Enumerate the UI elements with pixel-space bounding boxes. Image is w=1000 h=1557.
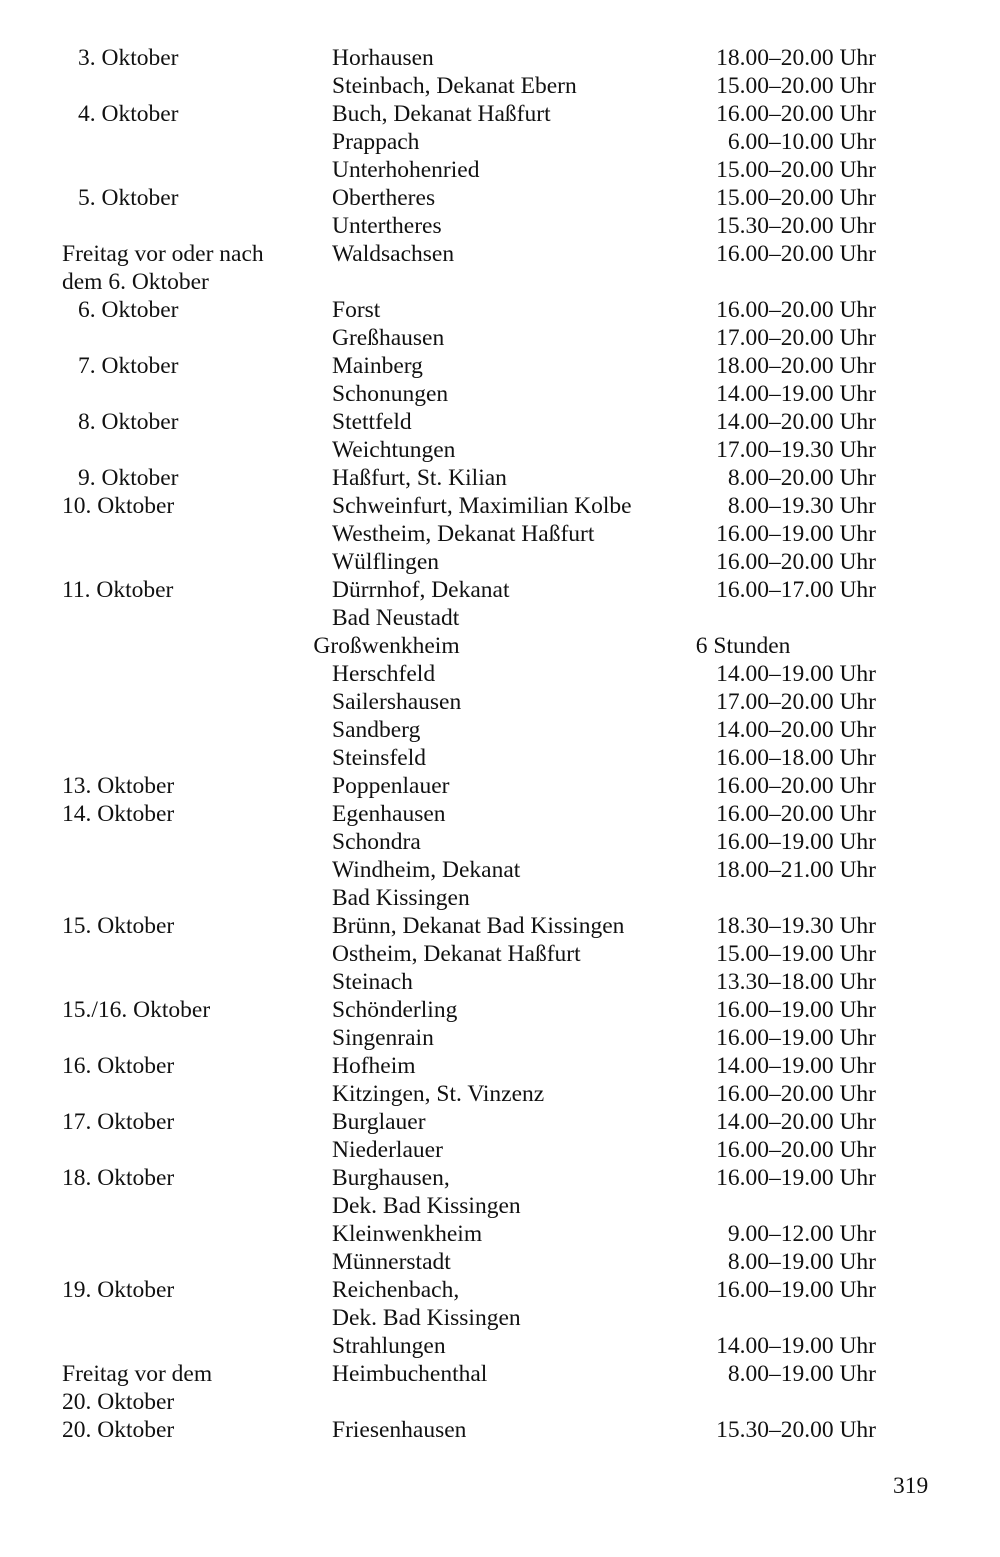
date-cell <box>62 996 332 1024</box>
place-cell <box>332 1052 676 1080</box>
place-cell <box>332 380 676 408</box>
time-text: 16.00–20.00 Uhr <box>716 773 876 799</box>
time-cell <box>676 744 876 772</box>
place-cell <box>332 352 676 380</box>
time-text: 18.00–21.00 Uhr <box>716 857 876 883</box>
date-text: 15. Oktober <box>62 913 175 939</box>
place-text: Schonungen <box>332 381 449 407</box>
place-cell <box>332 156 676 184</box>
place-cell <box>332 1360 676 1388</box>
place-text: Strahlungen <box>332 1333 446 1359</box>
date-cell <box>62 1164 332 1192</box>
place-text: Niederlauer <box>332 1137 443 1163</box>
time-cell <box>676 688 876 716</box>
table-row <box>62 940 882 968</box>
place-text: Ostheim, Dekanat Haßfurt <box>332 941 581 967</box>
time-cell <box>676 44 876 72</box>
table-row <box>62 380 882 408</box>
time-cell <box>676 1080 876 1108</box>
time-text: 14.00–19.00 Uhr <box>716 1053 876 1079</box>
date-text: Freitag vor oder nach dem 6. Oktober <box>62 241 264 295</box>
place-text: Schönderling <box>332 997 458 1023</box>
date-cell <box>62 1360 332 1416</box>
table-row <box>62 744 882 772</box>
time-text: 16.00–20.00 Uhr <box>716 1137 876 1163</box>
place-text: Stettfeld <box>332 409 412 435</box>
place-text: Egenhausen <box>332 801 446 827</box>
time-text: 18.30–19.30 Uhr <box>716 913 876 939</box>
place-text: Wülflingen <box>332 549 440 575</box>
place-cell <box>332 548 676 576</box>
table-row <box>62 1108 882 1136</box>
table-row <box>62 1024 882 1052</box>
table-row <box>62 464 882 492</box>
date-cell <box>62 576 332 604</box>
time-cell <box>676 968 876 996</box>
time-cell <box>676 1248 876 1276</box>
date-text: 5. Oktober <box>78 185 179 211</box>
date-cell <box>62 352 332 380</box>
table-row <box>62 576 882 632</box>
schedule-table <box>62 44 882 1444</box>
time-cell <box>676 548 876 576</box>
place-cell <box>332 800 676 828</box>
time-cell <box>676 240 876 268</box>
place-text: Steinsfeld <box>332 745 426 771</box>
time-cell <box>676 492 876 520</box>
time-cell <box>676 128 876 156</box>
time-cell <box>676 1416 876 1444</box>
time-text: 15.30–20.00 Uhr <box>716 1417 876 1443</box>
date-text: Freitag vor dem 20. Oktober <box>62 1361 213 1415</box>
place-text: Mainberg <box>332 353 423 379</box>
time-cell <box>676 996 876 1024</box>
time-text: 14.00–20.00 Uhr <box>716 409 876 435</box>
place-text: Reichenbach, Dek. Bad Kissingen <box>332 1277 521 1331</box>
time-text: 15.00–20.00 Uhr <box>716 157 876 183</box>
time-text: 17.00–19.30 Uhr <box>716 437 876 463</box>
place-text: Brünn, Dekanat Bad Kissingen <box>332 913 625 939</box>
place-text: Westheim, Dekanat Haßfurt <box>332 521 595 547</box>
place-text: Kleinwenkheim <box>332 1221 483 1247</box>
place-cell <box>332 1220 676 1248</box>
table-row <box>62 436 882 464</box>
table-row <box>62 324 882 352</box>
time-text: 16.00–20.00 Uhr <box>716 297 876 323</box>
place-cell <box>332 1164 676 1220</box>
place-text: Buch, Dekanat Haßfurt <box>332 101 551 127</box>
place-text: Forst <box>332 297 381 323</box>
place-text: Großwenkheim <box>313 633 460 659</box>
date-text: 17. Oktober <box>62 1109 175 1135</box>
date-text: 8. Oktober <box>78 409 179 435</box>
table-row <box>62 996 882 1024</box>
date-cell <box>62 1276 332 1304</box>
table-row <box>62 800 882 828</box>
date-text: 6. Oktober <box>78 297 179 323</box>
date-cell <box>62 912 332 940</box>
place-text: Prappach <box>332 129 420 155</box>
place-text: Untertheres <box>332 213 442 239</box>
place-cell <box>332 436 676 464</box>
time-text: 17.00–20.00 Uhr <box>716 325 876 351</box>
place-cell <box>332 212 676 240</box>
time-cell <box>676 800 876 828</box>
place-cell <box>332 968 676 996</box>
place-text: Greßhausen <box>332 325 445 351</box>
date-text: 4. Oktober <box>78 101 179 127</box>
time-text: 18.00–20.00 Uhr <box>716 353 876 379</box>
time-text: 8.00–19.00 Uhr <box>727 1249 876 1275</box>
time-text: 6 Stunden <box>695 633 791 659</box>
table-row <box>62 296 882 324</box>
time-text: 6.00–10.00 Uhr <box>727 129 876 155</box>
time-cell <box>676 660 876 688</box>
date-cell <box>62 800 332 828</box>
table-row <box>62 548 882 576</box>
time-cell <box>676 1052 876 1080</box>
time-cell <box>676 436 876 464</box>
time-cell <box>676 940 876 968</box>
time-text: 18.00–20.00 Uhr <box>716 45 876 71</box>
place-text: Schondra <box>332 829 421 855</box>
place-text: Sailershausen <box>332 689 462 715</box>
place-cell <box>332 996 676 1024</box>
time-cell <box>676 1164 876 1192</box>
time-cell <box>676 352 876 380</box>
time-cell <box>676 380 876 408</box>
place-cell <box>332 1332 676 1360</box>
table-row <box>62 100 882 128</box>
place-text: Hofheim <box>332 1053 416 1079</box>
date-cell <box>62 296 332 324</box>
time-text: 16.00–19.00 Uhr <box>716 829 876 855</box>
date-cell <box>62 408 332 436</box>
table-row <box>62 1136 882 1164</box>
time-text: 8.00–20.00 Uhr <box>727 465 876 491</box>
date-text: 20. Oktober <box>62 1417 175 1443</box>
table-row <box>62 184 882 212</box>
table-row <box>62 912 882 940</box>
time-cell <box>676 1108 876 1136</box>
time-text: 16.00–19.00 Uhr <box>716 997 876 1023</box>
time-text: 16.00–19.00 Uhr <box>716 1025 876 1051</box>
table-row <box>62 1276 882 1332</box>
time-cell <box>676 1360 876 1388</box>
time-cell <box>676 828 876 856</box>
date-text: 13. Oktober <box>62 773 175 799</box>
place-cell <box>332 1276 676 1332</box>
time-text: 16.00–18.00 Uhr <box>716 745 876 771</box>
date-text: 11. Oktober <box>62 577 174 603</box>
table-row <box>62 632 882 660</box>
place-text: Singenrain <box>332 1025 434 1051</box>
table-row <box>62 1052 882 1080</box>
time-cell <box>676 576 876 604</box>
place-cell <box>332 1108 676 1136</box>
table-row <box>62 408 882 436</box>
place-text: Weichtungen <box>332 437 456 463</box>
time-text: 14.00–19.00 Uhr <box>716 661 876 687</box>
place-text: Waldsachsen <box>332 241 455 267</box>
table-row <box>62 212 882 240</box>
time-cell <box>676 1276 876 1304</box>
time-text: 8.00–19.00 Uhr <box>727 1361 876 1387</box>
date-cell <box>62 1052 332 1080</box>
place-text: Dürrnhof, Dekanat Bad Neustadt <box>332 577 510 631</box>
place-cell <box>332 1024 676 1052</box>
place-text: Friesenhausen <box>332 1417 467 1443</box>
place-cell <box>332 1136 676 1164</box>
place-cell <box>332 1416 676 1444</box>
place-text: Windheim, Dekanat Bad Kissingen <box>332 857 521 911</box>
table-row <box>62 240 882 296</box>
table-row <box>62 492 882 520</box>
table-row <box>62 520 882 548</box>
place-text: Burghausen, Dek. Bad Kissingen <box>332 1165 521 1219</box>
place-text: Steinach <box>332 969 413 995</box>
place-text: Kitzingen, St. Vinzenz <box>332 1081 545 1107</box>
time-text: 16.00–20.00 Uhr <box>716 101 876 127</box>
time-text: 16.00–20.00 Uhr <box>716 801 876 827</box>
time-cell <box>676 1332 876 1360</box>
place-cell <box>332 940 676 968</box>
place-text: Horhausen <box>332 45 434 71</box>
date-text: 16. Oktober <box>62 1053 175 1079</box>
date-cell <box>62 44 332 72</box>
time-text: 14.00–19.00 Uhr <box>716 381 876 407</box>
time-cell <box>676 72 876 100</box>
date-cell <box>62 772 332 800</box>
date-text: 7. Oktober <box>78 353 179 379</box>
place-cell <box>332 856 676 912</box>
time-text: 16.00–20.00 Uhr <box>716 1081 876 1107</box>
table-row <box>62 660 882 688</box>
table-row <box>62 688 882 716</box>
table-row <box>62 1080 882 1108</box>
date-text: 3. Oktober <box>78 45 179 71</box>
date-cell <box>62 464 332 492</box>
time-text: 16.00–20.00 Uhr <box>716 241 876 267</box>
place-cell <box>332 44 676 72</box>
place-cell <box>332 716 676 744</box>
time-text: 15.00–20.00 Uhr <box>716 185 876 211</box>
time-cell <box>676 296 876 324</box>
time-text: 16.00–20.00 Uhr <box>716 549 876 575</box>
time-cell <box>676 100 876 128</box>
table-row <box>62 1248 882 1276</box>
place-text: Obertheres <box>332 185 436 211</box>
time-cell <box>676 1220 876 1248</box>
date-cell <box>62 1108 332 1136</box>
place-cell <box>332 184 676 212</box>
place-text: Poppenlauer <box>332 773 450 799</box>
date-cell <box>62 184 332 212</box>
place-text: Herschfeld <box>332 661 436 687</box>
time-text: 16.00–17.00 Uhr <box>716 577 876 603</box>
place-cell <box>332 744 676 772</box>
page-number: 319 <box>893 1473 929 1499</box>
table-row <box>62 72 882 100</box>
time-cell <box>676 1024 876 1052</box>
table-row <box>62 1220 882 1248</box>
place-cell <box>313 632 633 660</box>
time-cell <box>676 856 876 884</box>
place-text: Schweinfurt, Maximilian Kolbe <box>332 493 632 519</box>
time-text: 15.00–19.00 Uhr <box>716 941 876 967</box>
table-row <box>62 968 882 996</box>
time-text: 14.00–19.00 Uhr <box>716 1333 876 1359</box>
place-text: Unterhohenried <box>332 157 480 183</box>
place-text: Münnerstadt <box>332 1249 451 1275</box>
time-text: 14.00–20.00 Uhr <box>716 717 876 743</box>
place-cell <box>332 912 676 940</box>
time-cell <box>676 520 876 548</box>
date-cell <box>62 492 332 520</box>
time-cell <box>676 156 876 184</box>
place-cell <box>332 1080 676 1108</box>
place-cell <box>332 576 676 632</box>
time-cell <box>676 464 876 492</box>
place-cell <box>332 240 676 268</box>
time-cell <box>676 912 876 940</box>
date-text: 18. Oktober <box>62 1165 175 1191</box>
table-row <box>62 772 882 800</box>
place-cell <box>332 464 676 492</box>
place-cell <box>332 408 676 436</box>
date-text: 14. Oktober <box>62 801 175 827</box>
table-row <box>62 716 882 744</box>
table-row <box>62 352 882 380</box>
table-row <box>62 828 882 856</box>
time-text: 15.00–20.00 Uhr <box>716 73 876 99</box>
place-cell <box>332 520 676 548</box>
table-row <box>62 1164 882 1220</box>
time-text: 8.00–19.30 Uhr <box>727 493 876 519</box>
place-cell <box>332 296 676 324</box>
date-cell <box>62 100 332 128</box>
table-row <box>62 1416 882 1444</box>
date-text: 9. Oktober <box>78 465 179 491</box>
time-cell <box>676 184 876 212</box>
date-text: 10. Oktober <box>62 493 175 519</box>
time-text: 14.00–20.00 Uhr <box>716 1109 876 1135</box>
time-text: 15.30–20.00 Uhr <box>716 213 876 239</box>
time-text: 16.00–19.00 Uhr <box>716 521 876 547</box>
place-cell <box>332 492 676 520</box>
place-cell <box>332 100 676 128</box>
time-text: 9.00–12.00 Uhr <box>727 1221 876 1247</box>
place-text: Haßfurt, St. Kilian <box>332 465 507 491</box>
time-cell <box>676 772 876 800</box>
time-text: 16.00–19.00 Uhr <box>716 1165 876 1191</box>
place-cell <box>332 128 676 156</box>
place-cell <box>332 660 676 688</box>
place-cell <box>332 772 676 800</box>
table-row <box>62 156 882 184</box>
time-cell <box>676 1136 876 1164</box>
table-row <box>62 1332 882 1360</box>
date-text: 19. Oktober <box>62 1277 175 1303</box>
table-row <box>62 1360 882 1416</box>
place-cell <box>332 324 676 352</box>
time-cell <box>676 324 876 352</box>
place-text: Burglauer <box>332 1109 426 1135</box>
time-cell <box>676 408 876 436</box>
place-cell <box>332 72 676 100</box>
table-row <box>62 128 882 156</box>
date-cell <box>62 1416 332 1444</box>
time-cell <box>634 632 882 660</box>
place-text: Heimbuchenthal <box>332 1361 488 1387</box>
time-cell <box>676 716 876 744</box>
place-text: Sandberg <box>332 717 421 743</box>
time-cell <box>676 212 876 240</box>
date-cell <box>62 240 332 296</box>
place-cell <box>332 1248 676 1276</box>
place-cell <box>332 688 676 716</box>
table-row <box>62 44 882 72</box>
time-text: 16.00–19.00 Uhr <box>716 1277 876 1303</box>
table-row <box>62 856 882 912</box>
time-text: 17.00–20.00 Uhr <box>716 689 876 715</box>
place-text: Steinbach, Dekanat Ebern <box>332 73 577 99</box>
time-text: 13.30–18.00 Uhr <box>716 969 876 995</box>
place-cell <box>332 828 676 856</box>
date-text: 15./16. Oktober <box>62 997 211 1023</box>
